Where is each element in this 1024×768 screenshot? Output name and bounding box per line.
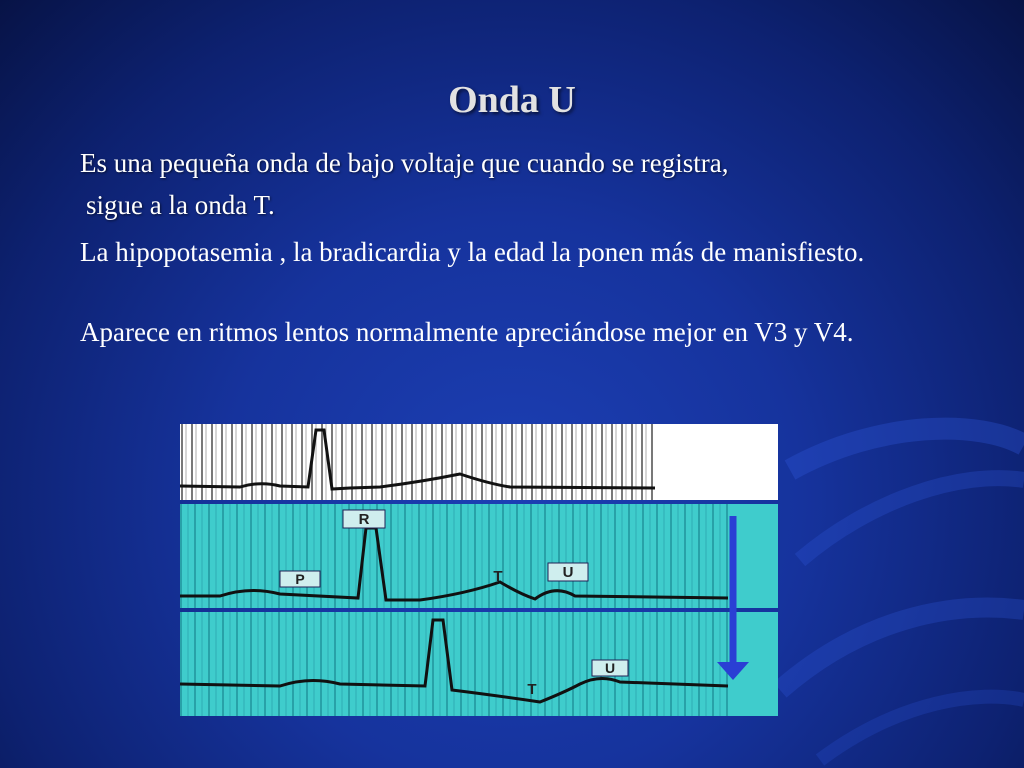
paragraph-definition <box>80 142 960 226</box>
ecg-label-u-middle: U <box>562 564 574 581</box>
ecg-figure <box>180 424 778 716</box>
ecg-label-r: R <box>358 511 370 528</box>
paragraph-definition-line2: sigue a la onda T. <box>86 190 275 220</box>
slide-title: Onda U <box>448 79 576 121</box>
paragraph-slow-rhythms: Aparece en ritmos lentos normalmente apreciándose mejor en V3 y V4. <box>80 317 854 347</box>
paragraph-hypokalemia: La hipopotasemia , la bradicardia y la edad la ponen más de manisfiesto. <box>80 237 865 267</box>
ecg-label-t-middle: T <box>493 568 503 585</box>
paragraph-definition-line1: Es una pequeña onda de bajo voltaje que cuando se registra, <box>80 148 729 178</box>
ecg-label-u-bottom: U <box>604 660 616 676</box>
ecg-label-p: P <box>295 571 305 587</box>
ecg-label-t-bottom: T <box>527 681 537 698</box>
